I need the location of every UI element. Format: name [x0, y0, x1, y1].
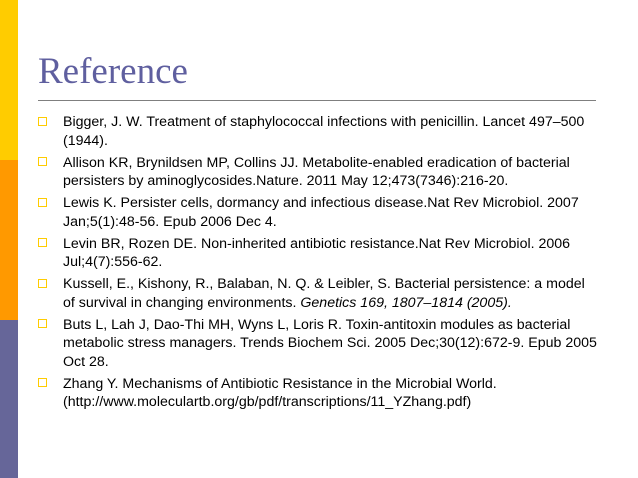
left-accent-bar	[0, 0, 18, 478]
reference-item	[38, 316, 598, 372]
title-underline	[38, 100, 596, 101]
reference-text: Kussell, E., Kishony, R., Balaban, N. Q. & Leibler, S. Bacterial persistence: a model of survival in changing environments. Genetics 169, 1807–1814 (2005).	[63, 276, 585, 311]
slide-title: Reference	[38, 51, 188, 92]
reference-text: Allison KR, Brynildsen MP, Collins JJ. Metabolite-enabled eradication of bacterial persisters by aminoglycosides.Nature. 2011 May 12;473(7346):216-20.	[63, 154, 570, 189]
reference-item	[38, 113, 598, 150]
accent-bar-purple	[0, 320, 18, 478]
reference-text: Buts L, Lah J, Dao-Thi MH, Wyns L, Loris R. Toxin-antitoxin modules as bacterial metabolic stress managers. Trends Biochem Sci. 2005 Dec;30(12):672-9. Epub 2005 Oct 28.	[63, 316, 597, 370]
square-bullet-icon	[38, 113, 50, 132]
reference-text: Zhang Y. Mechanisms of Antibiotic Resistance in the Microbial World. (http://www.moleculartb.org/gb/pdf/transcriptions/11_YZhang.pdf)	[63, 375, 497, 410]
square-bullet-icon	[38, 154, 50, 173]
square-bullet-icon	[38, 375, 50, 394]
square-bullet-icon	[38, 194, 50, 213]
reference-text: Bigger, J. W. Treatment of staphylococcal infections with penicillin. Lancet 497–500 (1944).	[63, 114, 585, 149]
reference-list	[38, 113, 598, 415]
reference-item	[38, 275, 598, 312]
reference-text: Levin BR, Rozen DE. Non-inherited antibiotic resistance.Nat Rev Microbiol. 2006 Jul;4(7):556-62.	[63, 235, 571, 270]
accent-bar-orange	[0, 160, 18, 320]
reference-item	[38, 194, 598, 231]
reference-item	[38, 154, 598, 191]
reference-item	[38, 235, 598, 272]
square-bullet-icon	[38, 235, 50, 254]
square-bullet-icon	[38, 316, 50, 335]
square-bullet-icon	[38, 275, 50, 294]
reference-text: Lewis K. Persister cells, dormancy and infectious disease.Nat Rev Microbiol. 2007 Jan;5(1):48-56. Epub 2006 Dec 4.	[63, 195, 579, 230]
reference-item	[38, 375, 598, 412]
accent-bar-yellow	[0, 0, 18, 160]
